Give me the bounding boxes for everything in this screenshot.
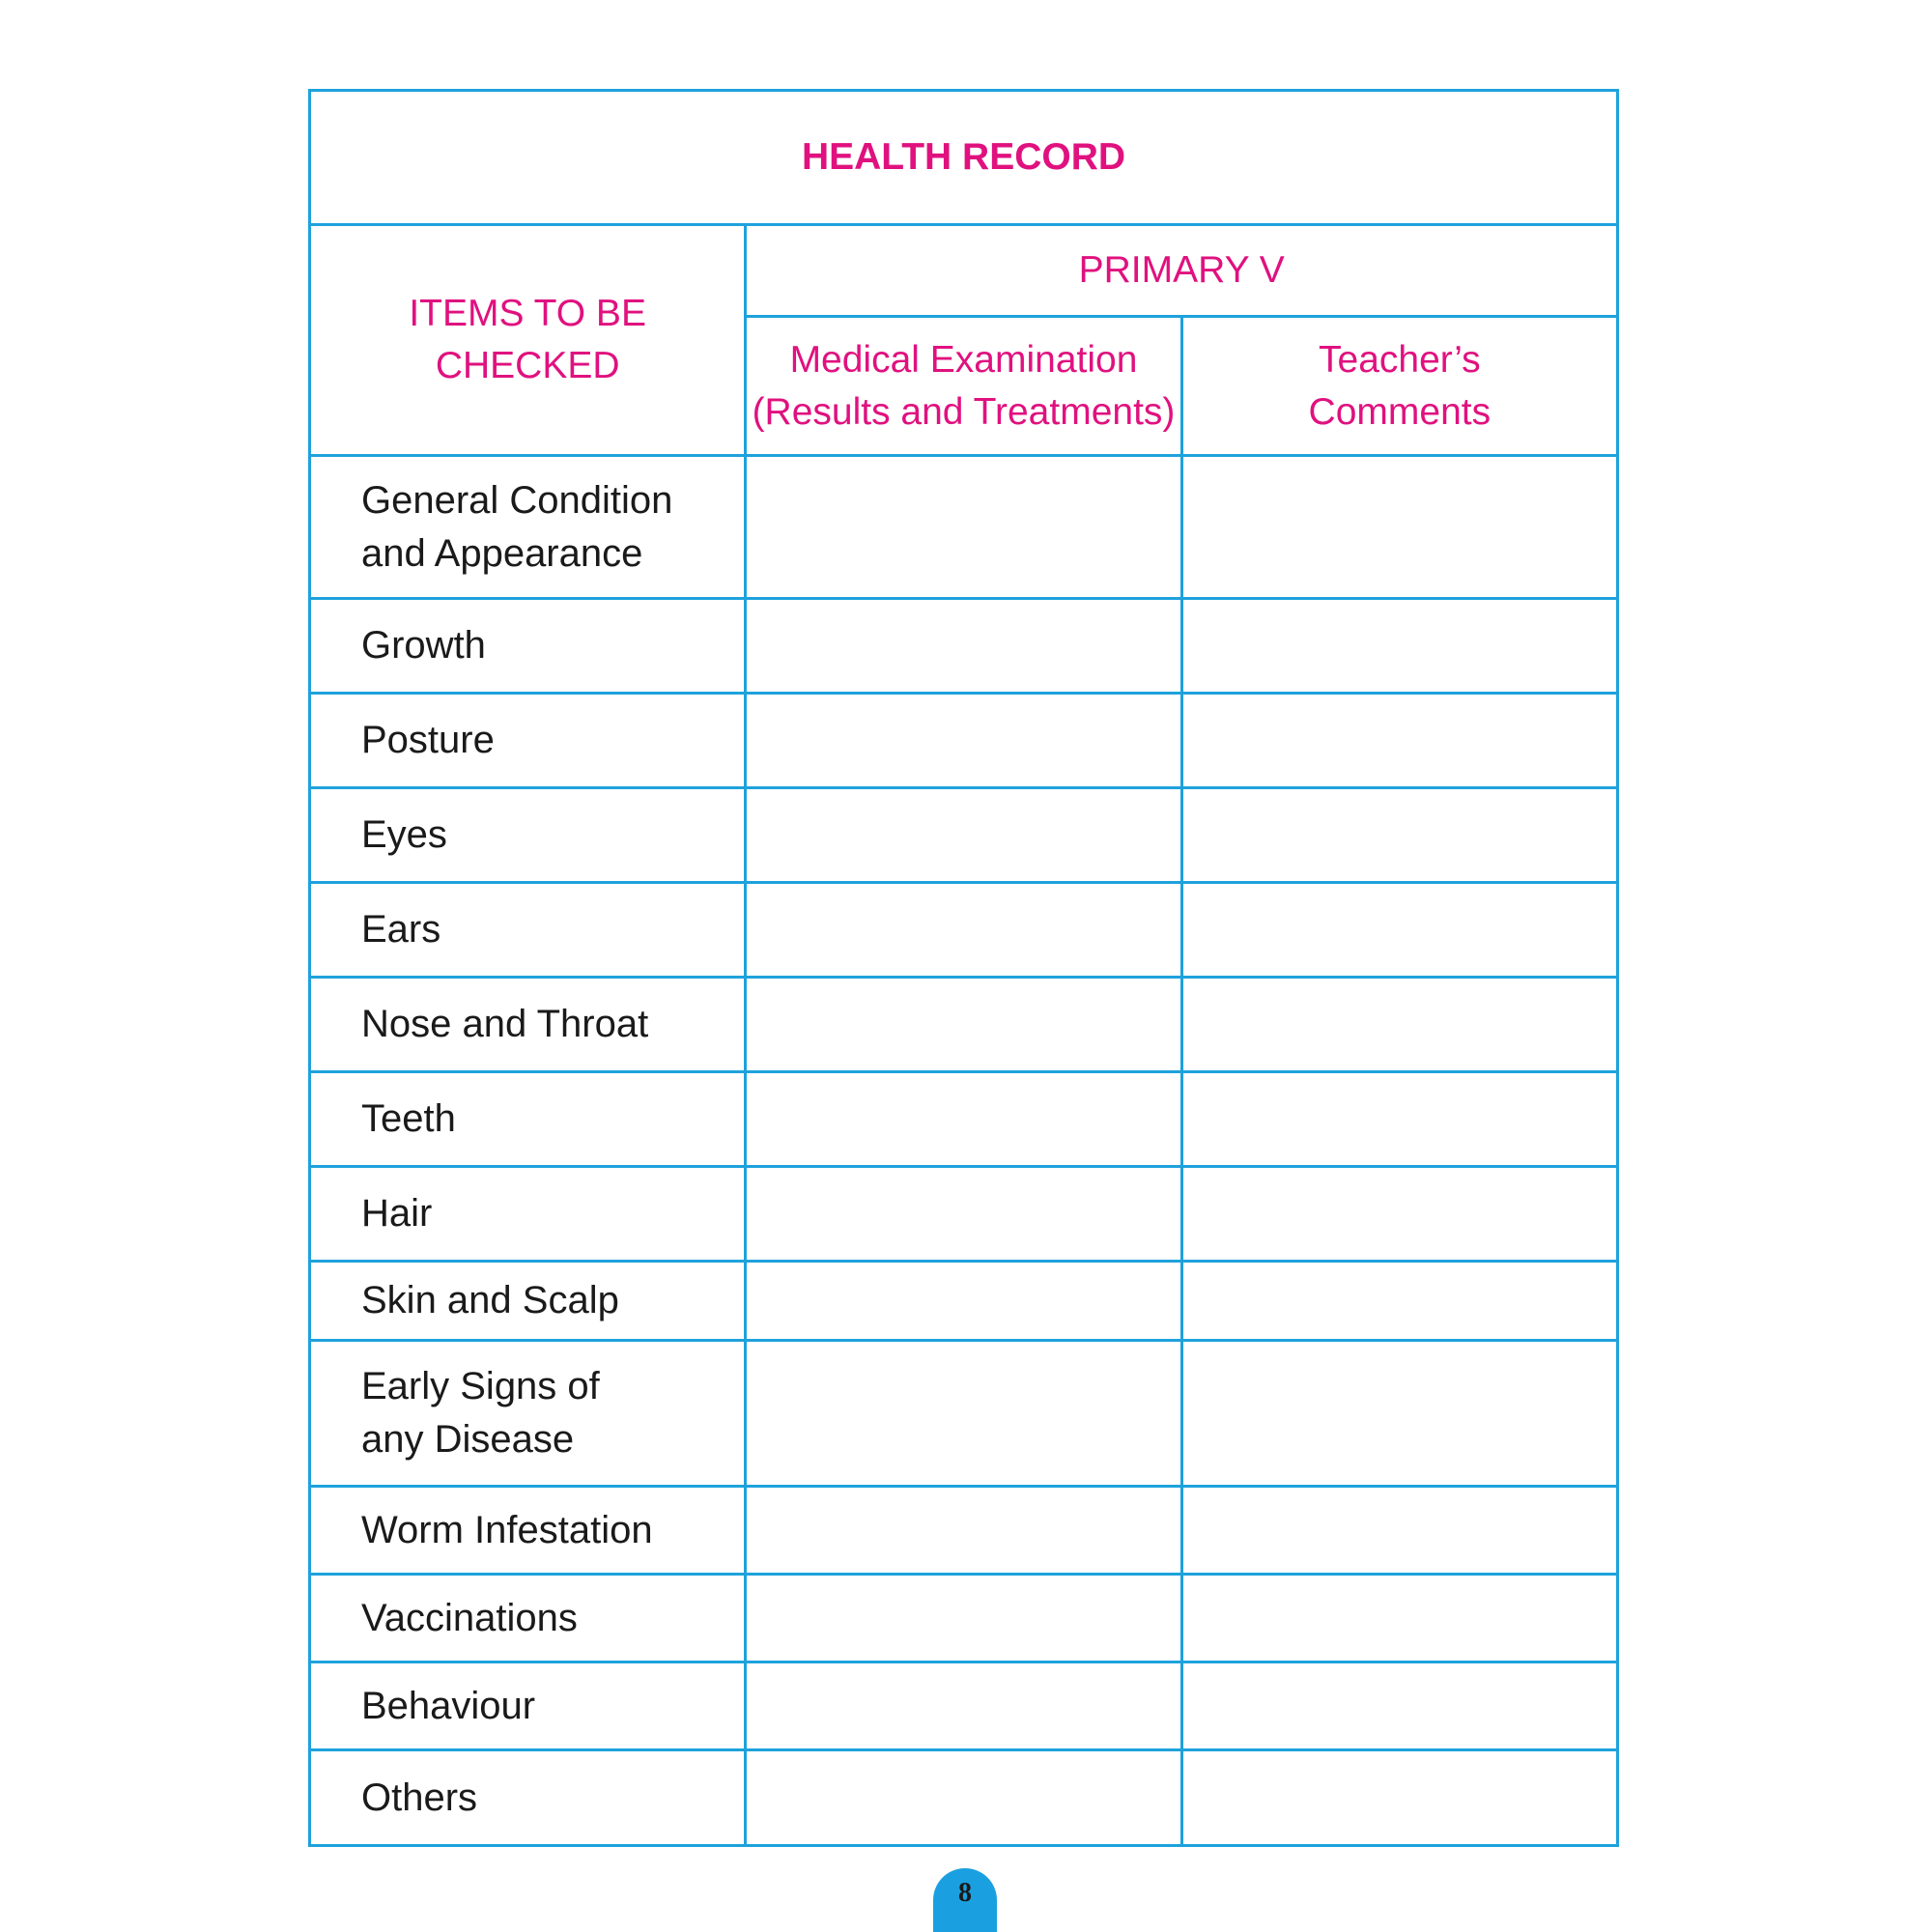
- medical-cell[interactable]: [746, 1487, 1181, 1575]
- item-label: Nose and Throat: [310, 978, 746, 1072]
- health-record-table: [308, 89, 1619, 1847]
- table-row: [310, 788, 1618, 883]
- comments-cell[interactable]: [1181, 1575, 1617, 1662]
- comments-cell[interactable]: [1181, 694, 1617, 788]
- medical-cell[interactable]: [746, 1750, 1181, 1846]
- item-label: Eyes: [310, 788, 746, 883]
- comments-cell[interactable]: [1181, 1262, 1617, 1341]
- comments-cell[interactable]: [1181, 1662, 1617, 1750]
- medical-cell[interactable]: [746, 1575, 1181, 1662]
- item-label: Ears: [310, 883, 746, 978]
- teachers-comments-header: Teacher’s Comments: [1181, 317, 1617, 456]
- comments-cell[interactable]: [1181, 1072, 1617, 1167]
- comments-cell[interactable]: [1181, 456, 1617, 599]
- table-row: [310, 1167, 1618, 1262]
- table-row: [310, 1262, 1618, 1341]
- comments-cell[interactable]: [1181, 1750, 1617, 1846]
- item-label: General Condition and Appearance: [310, 456, 746, 599]
- items-to-be-checked-header: ITEMS TO BE CHECKED: [310, 225, 746, 456]
- table-row: [310, 883, 1618, 978]
- item-label: Early Signs of any Disease: [310, 1341, 746, 1487]
- item-label: Others: [310, 1750, 746, 1846]
- item-label: Vaccinations: [310, 1575, 746, 1662]
- comments-cell[interactable]: [1181, 1341, 1617, 1487]
- medical-cell[interactable]: [746, 694, 1181, 788]
- table-row: [310, 456, 1618, 599]
- item-label: Posture: [310, 694, 746, 788]
- medical-cell[interactable]: [746, 1341, 1181, 1487]
- table-row: [310, 599, 1618, 694]
- comments-cell[interactable]: [1181, 883, 1617, 978]
- table-row: [310, 1341, 1618, 1487]
- medical-cell[interactable]: [746, 456, 1181, 599]
- title-row: [310, 91, 1618, 225]
- medical-cell[interactable]: [746, 1662, 1181, 1750]
- table-title: HEALTH RECORD: [310, 91, 1618, 225]
- table-row: [310, 1575, 1618, 1662]
- class-header: PRIMARY V: [746, 225, 1618, 317]
- table-row: [310, 1662, 1618, 1750]
- comments-cell[interactable]: [1181, 978, 1617, 1072]
- medical-cell[interactable]: [746, 1262, 1181, 1341]
- comments-cell[interactable]: [1181, 1167, 1617, 1262]
- comments-cell[interactable]: [1181, 1487, 1617, 1575]
- item-label: Skin and Scalp: [310, 1262, 746, 1341]
- medical-cell[interactable]: [746, 1167, 1181, 1262]
- item-label: Teeth: [310, 1072, 746, 1167]
- item-label: Hair: [310, 1167, 746, 1262]
- comments-cell[interactable]: [1181, 599, 1617, 694]
- page-number-tab: [933, 1868, 997, 1932]
- table-row: [310, 1072, 1618, 1167]
- header-row-1: [310, 225, 1618, 317]
- table-row: [310, 1487, 1618, 1575]
- table-row: [310, 1750, 1618, 1846]
- table-row: [310, 978, 1618, 1072]
- medical-cell[interactable]: [746, 788, 1181, 883]
- medical-examination-header: Medical Examination (Results and Treatments): [746, 317, 1181, 456]
- medical-cell[interactable]: [746, 978, 1181, 1072]
- medical-cell[interactable]: [746, 883, 1181, 978]
- page-number: 8: [958, 1878, 972, 1908]
- table-row: [310, 694, 1618, 788]
- item-label: Behaviour: [310, 1662, 746, 1750]
- medical-cell[interactable]: [746, 1072, 1181, 1167]
- medical-cell[interactable]: [746, 599, 1181, 694]
- item-label: Worm Infestation: [310, 1487, 746, 1575]
- item-label: Growth: [310, 599, 746, 694]
- comments-cell[interactable]: [1181, 788, 1617, 883]
